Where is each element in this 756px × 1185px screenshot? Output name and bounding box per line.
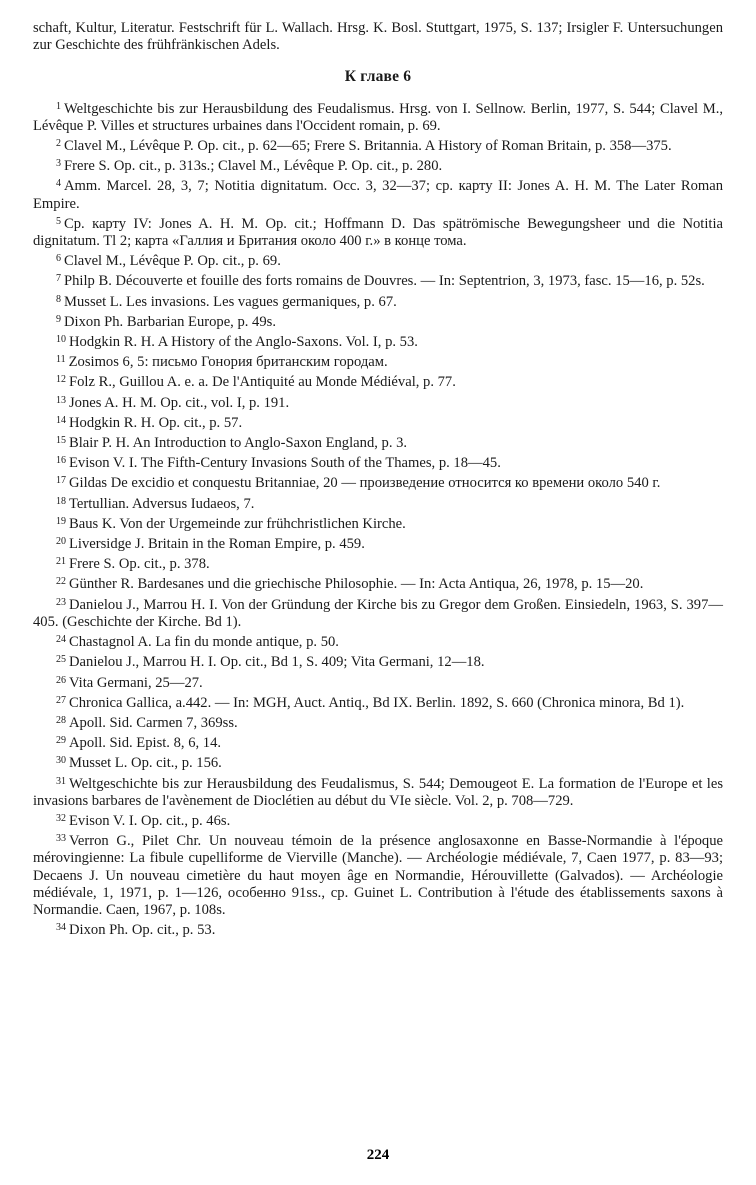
note-text: Apoll. Sid. Carmen 7, 369ss. bbox=[69, 714, 238, 731]
note-22 bbox=[33, 573, 723, 593]
note-5 bbox=[33, 213, 723, 250]
note-number: 6 bbox=[56, 253, 61, 265]
note-3 bbox=[33, 155, 723, 175]
note-text: Amm. Marcel. 28, 3, 7; Notitia dignitatum. Occ. 3, 32—37; ср. карту II: Jones A. H. M. The Later Roman Empire. bbox=[33, 178, 723, 212]
note-text: Liversidge J. Britain in the Roman Empire, p. 459. bbox=[69, 536, 365, 553]
note-number: 34 bbox=[56, 922, 66, 934]
page-body bbox=[33, 20, 723, 939]
note-number: 31 bbox=[56, 775, 66, 787]
note-number: 25 bbox=[56, 654, 66, 666]
note-text: Evison V. I. The Fifth-Century Invasions South of the Thames, p. 18—45. bbox=[69, 455, 501, 472]
note-10 bbox=[33, 331, 723, 351]
notes-list bbox=[33, 98, 723, 940]
note-9 bbox=[33, 311, 723, 331]
note-number: 19 bbox=[56, 515, 66, 527]
note-number: 27 bbox=[56, 694, 66, 706]
note-number: 3 bbox=[56, 158, 61, 170]
note-27 bbox=[33, 692, 723, 712]
note-number: 4 bbox=[56, 178, 61, 190]
note-text: Hodgkin R. H. Op. cit., p. 57. bbox=[69, 414, 243, 431]
note-number: 17 bbox=[56, 475, 66, 487]
note-15 bbox=[33, 432, 723, 452]
note-number: 30 bbox=[56, 755, 66, 767]
note-20 bbox=[33, 533, 723, 553]
note-text: Musset L. Les invasions. Les vagues germaniques, p. 67. bbox=[64, 293, 397, 310]
note-text: Danielou J., Marrou H. I. Von der Gründung der Kirche bis zu Gregor dem Großen. Einsiedeln, 1963, S. 397—405. (Geschichte der Kirche. Bd 1). bbox=[33, 596, 723, 630]
note-34 bbox=[33, 919, 723, 939]
note-11 bbox=[33, 351, 723, 371]
note-text: Philp B. Découverte et fouille des forts romains de Douvres. — In: Septentrion, 3, 1973, fasc. 15—16, p. 52s. bbox=[64, 273, 705, 290]
note-number: 21 bbox=[56, 556, 66, 568]
note-number: 16 bbox=[56, 455, 66, 467]
note-number: 8 bbox=[56, 293, 61, 305]
note-text: Zosimos 6, 5: письмо Гонория британским городам. bbox=[68, 354, 388, 371]
note-number: 5 bbox=[56, 215, 61, 227]
note-number: 14 bbox=[56, 414, 66, 426]
note-number: 29 bbox=[56, 735, 66, 747]
note-number: 22 bbox=[56, 576, 66, 588]
note-text: Weltgeschichte bis zur Herausbildung des Feudalismus, S. 544; Demougeot E. La formation de l'Europe et les invasions barbares de l'avènement de Dioclétien au début du VIe siècle. Vol. 2, p. 708—729. bbox=[33, 775, 723, 809]
note-6 bbox=[33, 250, 723, 270]
chapter-heading: К главе 6 bbox=[344, 68, 412, 86]
note-number: 15 bbox=[56, 435, 66, 447]
note-number: 23 bbox=[56, 596, 66, 608]
note-text: Hodgkin R. H. A History of the Anglo-Saxons. Vol. I, p. 53. bbox=[69, 334, 418, 351]
note-text: Clavel M., Lévêque P. Op. cit., p. 62—65; Frere S. Britannia. A History of Roman Britain, p. 358—375. bbox=[64, 138, 672, 155]
note-text: Apoll. Sid. Epist. 8, 6, 14. bbox=[69, 735, 222, 752]
note-number: 12 bbox=[56, 374, 66, 386]
note-number: 18 bbox=[56, 495, 66, 507]
page-number: 224 bbox=[366, 1147, 390, 1163]
note-23 bbox=[33, 594, 723, 631]
note-text: Ср. карту IV: Jones A. H. M. Op. cit.; Hoffmann D. Das spätrömische Bewegungsheer und die Notitia dignitatum. Tl 2; карта «Галлия и Британия около 400 г.» в конце тома. bbox=[33, 215, 723, 250]
note-31 bbox=[33, 773, 723, 810]
note-number: 10 bbox=[56, 334, 66, 346]
note-7 bbox=[33, 270, 723, 290]
note-number: 2 bbox=[56, 138, 61, 150]
note-number: 11 bbox=[56, 354, 66, 366]
note-text: Frere S. Op. cit., p. 378. bbox=[69, 556, 210, 573]
note-21 bbox=[33, 553, 723, 573]
note-26 bbox=[33, 672, 723, 692]
note-text: Günther R. Bardesanes und die griechische Philosophie. — In: Acta Antiqua, 26, 1978, p. 15—20. bbox=[69, 576, 644, 593]
note-32 bbox=[33, 810, 723, 830]
note-text: Danielou J., Marrou H. I. Op. cit., Bd 1, S. 409; Vita Germani, 12—18. bbox=[69, 654, 485, 671]
note-33 bbox=[33, 830, 723, 919]
note-28 bbox=[33, 712, 723, 732]
note-24 bbox=[33, 631, 723, 651]
note-30 bbox=[33, 752, 723, 772]
note-18 bbox=[33, 493, 723, 513]
note-25 bbox=[33, 651, 723, 671]
note-1 bbox=[33, 98, 723, 135]
note-text: Blair P. H. An Introduction to Anglo-Saxon England, p. 3. bbox=[69, 435, 408, 452]
note-17 bbox=[33, 472, 723, 492]
note-text: Evison V. I. Op. cit., p. 46s. bbox=[69, 812, 231, 829]
note-text: Dixon Ph. Op. cit., p. 53. bbox=[69, 922, 216, 939]
note-8 bbox=[33, 291, 723, 311]
note-text: Gildas De excidio et conquestu Britanniae, 20 — произведение относится ко времени около 540 г. bbox=[69, 475, 661, 492]
note-number: 26 bbox=[56, 674, 66, 686]
note-number: 9 bbox=[56, 313, 61, 325]
note-16 bbox=[33, 452, 723, 472]
note-number: 13 bbox=[56, 394, 66, 406]
note-13 bbox=[33, 392, 723, 412]
note-4 bbox=[33, 175, 723, 212]
note-number: 33 bbox=[56, 833, 66, 845]
note-text: Verron G., Pilet Chr. Un nouveau témoin de la présence anglosaxonne en Basse-Normandie à l'époque mérovingienne: La fibule cupelliforme de Vierville (Manche). — Archéologie médiévale, 7, Caen 1977, p. 83—93; Decaens J. Un nouveau cimetière du haut moyen âge en Normandie, Hérouvillette (Galvados). — Archéologie médiévale, 1, 1971, p. 1—126, особенно 91ss., ср. Guinet L. Contribution à l'étude des établissements saxons à Normandie. Caen, 1967, p. 108s. bbox=[33, 833, 723, 918]
note-text: Vita Germani, 25—27. bbox=[69, 674, 203, 691]
note-text: Musset L. Op. cit., p. 156. bbox=[69, 755, 222, 772]
note-text: Baus K. Von der Urgemeinde zur frühchristlichen Kirche. bbox=[69, 515, 406, 532]
note-number: 32 bbox=[56, 812, 66, 824]
note-text: Folz R., Guillou A. e. a. De l'Antiquité au Monde Médiéval, p. 77. bbox=[69, 374, 456, 391]
note-text: Chronica Gallica, a.442. — In: MGH, Auct. Antiq., Bd IX. Berlin. 1892, S. 660 (Chronica minora, Bd 1). bbox=[69, 694, 685, 711]
note-12 bbox=[33, 371, 723, 391]
note-text: Dixon Ph. Barbarian Europe, p. 49s. bbox=[64, 313, 276, 330]
note-14 bbox=[33, 412, 723, 432]
note-2 bbox=[33, 135, 723, 155]
note-19 bbox=[33, 513, 723, 533]
note-text: Chastagnol A. La fin du monde antique, p. 50. bbox=[69, 634, 339, 651]
note-text: Tertullian. Adversus Iudaeos, 7. bbox=[69, 495, 255, 512]
intro-paragraph: schaft, Kultur, Literatur. Festschrift für L. Wallach. Hrsg. K. Bosl. Stuttgart, 1975, S. 137; Irsigler F. Untersuchungen zur Geschichte des frühfränkischen Adels. bbox=[33, 20, 723, 54]
note-text: Weltgeschichte bis zur Herausbildung des Feudalismus. Hrsg. von I. Sellnow. Berlin, 1977, S. 544; Clavel M., Lévêque P. Villes et structures urbaines dans l'Occident romain, p. 69. bbox=[33, 100, 723, 134]
note-number: 20 bbox=[56, 536, 66, 548]
note-number: 1 bbox=[56, 100, 61, 112]
note-number: 24 bbox=[56, 634, 66, 646]
note-text: Frere S. Op. cit., p. 313s.; Clavel M., Lévêque P. Op. cit., p. 280. bbox=[64, 158, 443, 175]
note-number: 7 bbox=[56, 273, 61, 285]
note-29 bbox=[33, 732, 723, 752]
note-text: Clavel M., Lévêque P. Op. cit., p. 69. bbox=[64, 253, 281, 270]
note-number: 28 bbox=[56, 714, 66, 726]
note-text: Jones A. H. M. Op. cit., vol. I, p. 191. bbox=[69, 394, 290, 411]
